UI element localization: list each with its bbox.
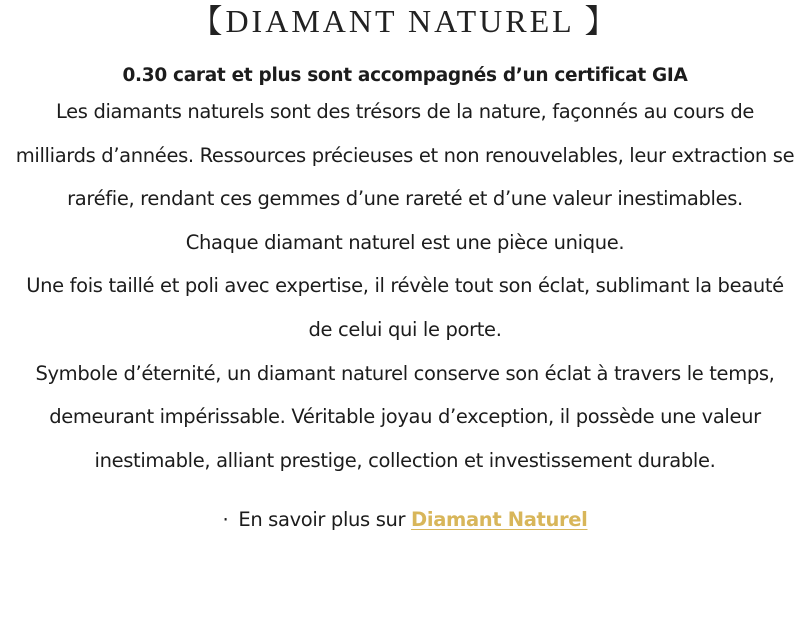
eternity-paragraph: Symbole d’éternité, un diamant naturel conserve son éclat à travers le temps, demeurant impérissable. Véritable joyau d’exception, il possède une valeur inestimable, alliant prestige, collection et investissement durable.	[35, 361, 775, 472]
bullet-icon: ·	[222, 508, 229, 532]
unique-paragraph: Chaque diamant naturel est une pièce unique.	[185, 230, 625, 254]
certificate-note: 0.30 carat et plus sont accompagnés d’un certificat GIA	[122, 65, 688, 86]
cut-paragraph: Une fois taillé et poli avec expertise, il révèle tout son éclat, sublimant la beauté de celui qui le porte.	[26, 274, 784, 341]
learn-more-line	[14, 507, 796, 533]
section-title: 【DIAMANT NATUREL 】	[190, 3, 620, 39]
natural-diamond-link[interactable]: Diamant Naturel	[411, 508, 588, 532]
intro-paragraph: Les diamants naturels sont des trésors de la nature, façonnés au cours de milliards d’années. Ressources précieuses et non renouvelables, leur extraction se raréfie, rendant ces gemmes d’une rareté et d’une valeur inestimables.	[15, 100, 795, 211]
learn-more-prefix: En savoir plus sur	[238, 508, 406, 532]
